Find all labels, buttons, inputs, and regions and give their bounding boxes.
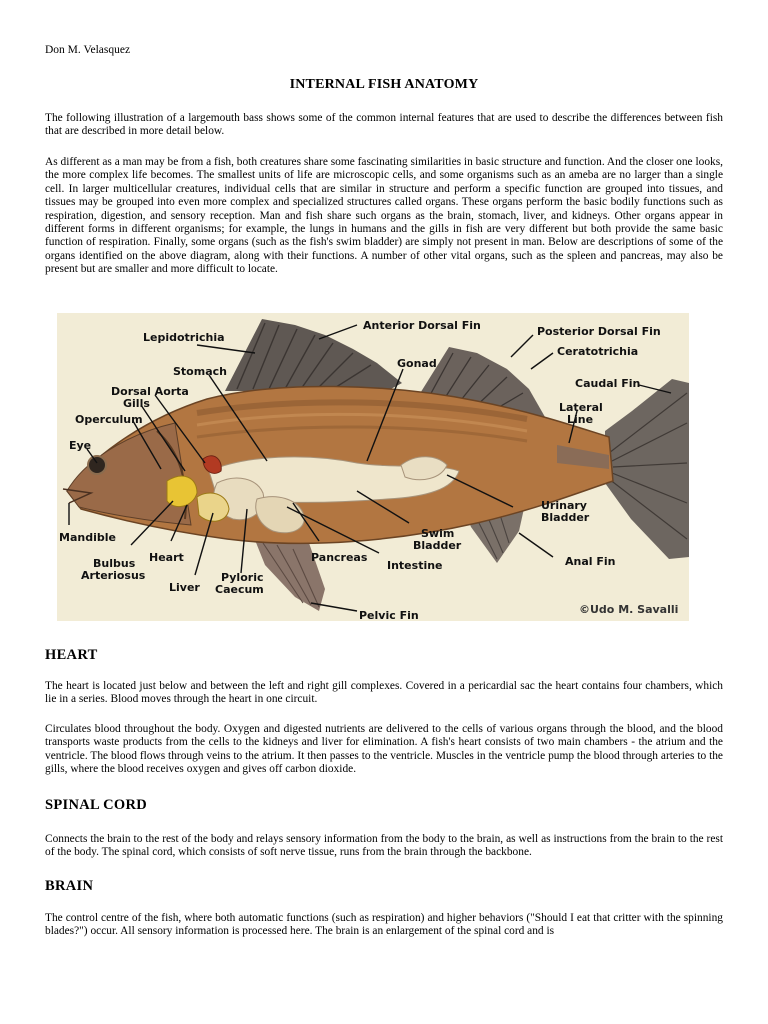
- label-bulbus: Bulbus: [93, 557, 136, 570]
- label-posterior-dorsal-fin: Posterior Dorsal Fin: [537, 325, 661, 338]
- label-caecum: Caecum: [215, 583, 264, 596]
- image-credit: ©Udo M. Savalli: [579, 603, 679, 616]
- heading-spinal-cord: SPINAL CORD: [45, 797, 147, 813]
- label-gonad: Gonad: [397, 357, 437, 370]
- label-eye: Eye: [69, 439, 92, 452]
- label-pancreas: Pancreas: [311, 551, 368, 564]
- document-title: INTERNAL FISH ANATOMY: [289, 77, 479, 92]
- fish-anatomy-figure: [57, 313, 689, 621]
- label-mandible: Mandible: [59, 531, 116, 544]
- author-name: Don M. Velasquez: [45, 44, 131, 56]
- label-operculum: Operculum: [75, 413, 143, 426]
- heading-heart: HEART: [45, 647, 98, 663]
- brain-paragraph: The control centre of the fish, where both automatic functions (such as respiration) and higher behaviors ("Should I eat that critter with the spinning blades?") occur. All sensory information is processed here. The brain is an enlargement of the spinal cord and is: [45, 912, 723, 938]
- label-pelvic-fin: Pelvic Fin: [359, 609, 419, 621]
- label-swim: Swim: [421, 527, 455, 540]
- label-lateral: Lateral: [559, 401, 603, 414]
- eye-shape: [88, 456, 106, 474]
- label-anterior-dorsal-fin: Anterior Dorsal Fin: [363, 319, 481, 332]
- label-bladder: Bladder: [413, 539, 462, 552]
- label-liver: Liver: [169, 581, 200, 594]
- label-line: Line: [567, 413, 594, 426]
- label-anal-fin: Anal Fin: [565, 555, 616, 568]
- intro-paragraph-1: The following illustration of a largemouth bass shows some of the common internal features that are used to describe the differences between fish that are described in more detail below.: [45, 112, 723, 138]
- heading-brain: BRAIN: [45, 878, 94, 894]
- label-stomach: Stomach: [173, 365, 227, 378]
- label-urinary: Urinary: [541, 499, 587, 512]
- label-ceratotrichia: Ceratotrichia: [557, 345, 639, 358]
- label-urinary-bladder: Bladder: [541, 511, 590, 524]
- fish-anatomy-illustration: [57, 313, 689, 621]
- label-pyloric: Pyloric: [221, 571, 264, 584]
- label-gills: Gills: [123, 397, 150, 410]
- label-intestine: Intestine: [387, 559, 443, 572]
- label-lepidotrichia: Lepidotrichia: [143, 331, 225, 344]
- label-dorsal-aorta: Dorsal Aorta: [111, 385, 189, 398]
- label-arteriosus: Arteriosus: [81, 569, 146, 582]
- intro-paragraph-2: As different as a man may be from a fish, both creatures share some fascinating similarities in basic structure and function. And the closer one looks, the more complex life becomes. The smallest units of life are microscopic cells, and some organisms such as an ameba are no larger than a single cell. In larger multicellular creatures, individual cells that are similar in structure and perform a specific function are grouped into tissues, and tissues may be grouped into even more complex and specialized structures called organs. These organs perform the basic bodily functions such as respiration, digestion, and sensory reception. Man and fish share such organs as the brain, stomach, liver, and kidneys. Other organs appear in different forms in different organisms; for example, the lungs in humans and the gills in fish are very different but both provide the same basic function of respiration. Finally, some organs (such as the fish's swim bladder) are simply not present in man. Below are descriptions of some of the organs identified on the above diagram, along with their functions. A number of other vital organs, such as the spleen and pancreas, may also be present but are smaller and more difficult to locate.: [45, 156, 723, 276]
- heart-paragraph-2: Circulates blood throughout the body. Oxygen and digested nutrients are delivered to the cells of various organs through the blood, and the blood transports waste products from the cells to the kidneys and liver for elimination. A fish's heart consists of two main chambers - the atrium and the ventricle. The blood flows through veins to the atrium. It then passes to the ventricle. Muscles in the ventricle pump the blood through arteries to the gills, where the blood receives oxygen and gives off carbon dioxide.: [45, 723, 723, 776]
- label-heart: Heart: [149, 551, 184, 564]
- label-caudal-fin: Caudal Fin: [575, 377, 641, 390]
- heart-paragraph-1: The heart is located just below and between the left and right gill complexes. Covered in a pericardial sac the heart contains four chambers, which lie in a series. Blood moves through the heart in one circuit.: [45, 680, 723, 706]
- spinal-cord-paragraph: Connects the brain to the rest of the body and relays sensory information from the body to the brain, as well as instructions from the brain to the rest of the body. The spinal cord, which consists of soft nerve tissue, runs from the brain through the backbone.: [45, 833, 723, 859]
